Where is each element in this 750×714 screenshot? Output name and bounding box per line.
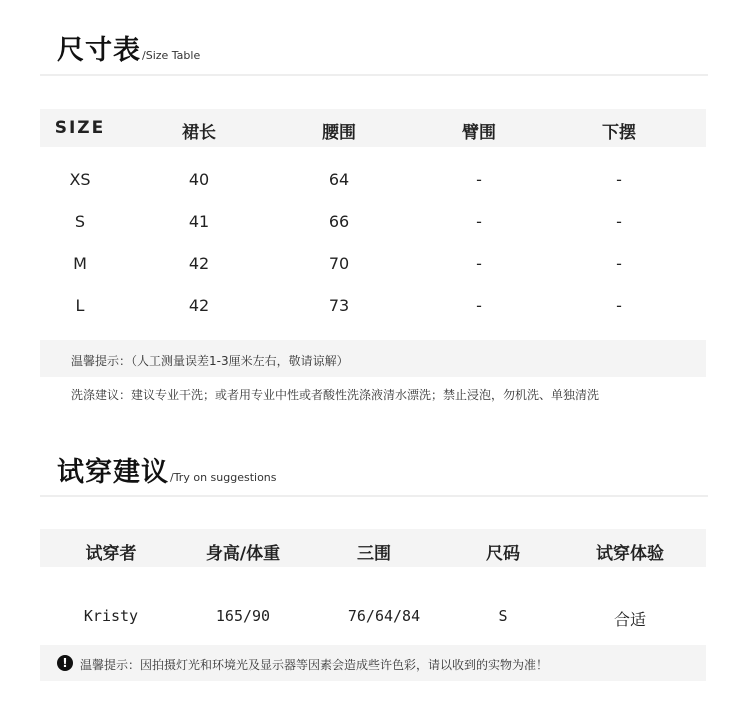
try-header-fit: 试穿体验 [596,544,664,564]
table-cell: - [476,170,482,189]
table-cell: - [616,170,622,189]
size-title-divider [40,74,708,76]
table-cell: L [75,296,85,315]
table-cell: - [476,296,482,315]
table-cell: - [616,254,622,273]
table-cell: 41 [188,212,210,231]
table-cell: - [476,212,482,231]
table-cell: 42 [188,296,210,315]
table-cell: 165/90 [215,607,271,625]
size-table-title-text: 尺寸表 [57,35,141,66]
table-cell: 40 [188,170,210,189]
try-on-subtitle: /Try on suggestions [170,471,277,484]
size-header-arm: 臂围 [462,123,496,143]
exclamation-circle-icon: ! [57,655,73,671]
table-cell: 70 [328,254,350,273]
table-cell: - [616,296,622,315]
table-cell: S [74,212,86,231]
size-header-length: 裙长 [182,123,216,143]
table-cell: - [616,212,622,231]
try-header-tester: 试穿者 [85,544,137,564]
table-cell: 76/64/84 [347,607,421,625]
table-cell: 73 [328,296,350,315]
size-header-hem: 下摆 [602,123,636,143]
try-header-size: 尺码 [486,544,520,564]
table-cell: - [476,254,482,273]
table-cell: 66 [328,212,350,231]
size-header-size: SIZE [54,118,106,138]
color-warning-text: 温馨提示：因拍摄灯光和环境光及显示器等因素会造成些许色彩，请以收到的实物为准！ [80,658,549,672]
table-cell: 42 [188,254,210,273]
try-header-height-weight: 身高/体重 [205,544,281,564]
table-cell: XS [69,170,91,189]
wash-advice: 洗涤建议：建议专业干洗；或者用专业中性或者酸性洗涤液清水漂洗；禁止浸泡，勿机洗、单独清洗 [71,388,600,402]
size-header-waist: 腰围 [322,123,356,143]
try-on-title-text: 试穿建议 [57,457,169,488]
size-table-title [57,28,200,67]
table-cell: 64 [328,170,350,189]
try-title-divider [40,495,708,497]
measurement-tip: 温馨提示：（人工测量误差1-3厘米左右，敬请谅解） [71,354,349,368]
table-cell: S [498,607,508,625]
try-on-title [57,450,277,489]
table-cell: 合适 [613,610,646,629]
size-table-subtitle: /Size Table [142,49,201,62]
table-cell: Kristy [83,607,139,625]
table-cell: M [73,254,87,273]
try-header-measurements: 三围 [357,544,391,564]
